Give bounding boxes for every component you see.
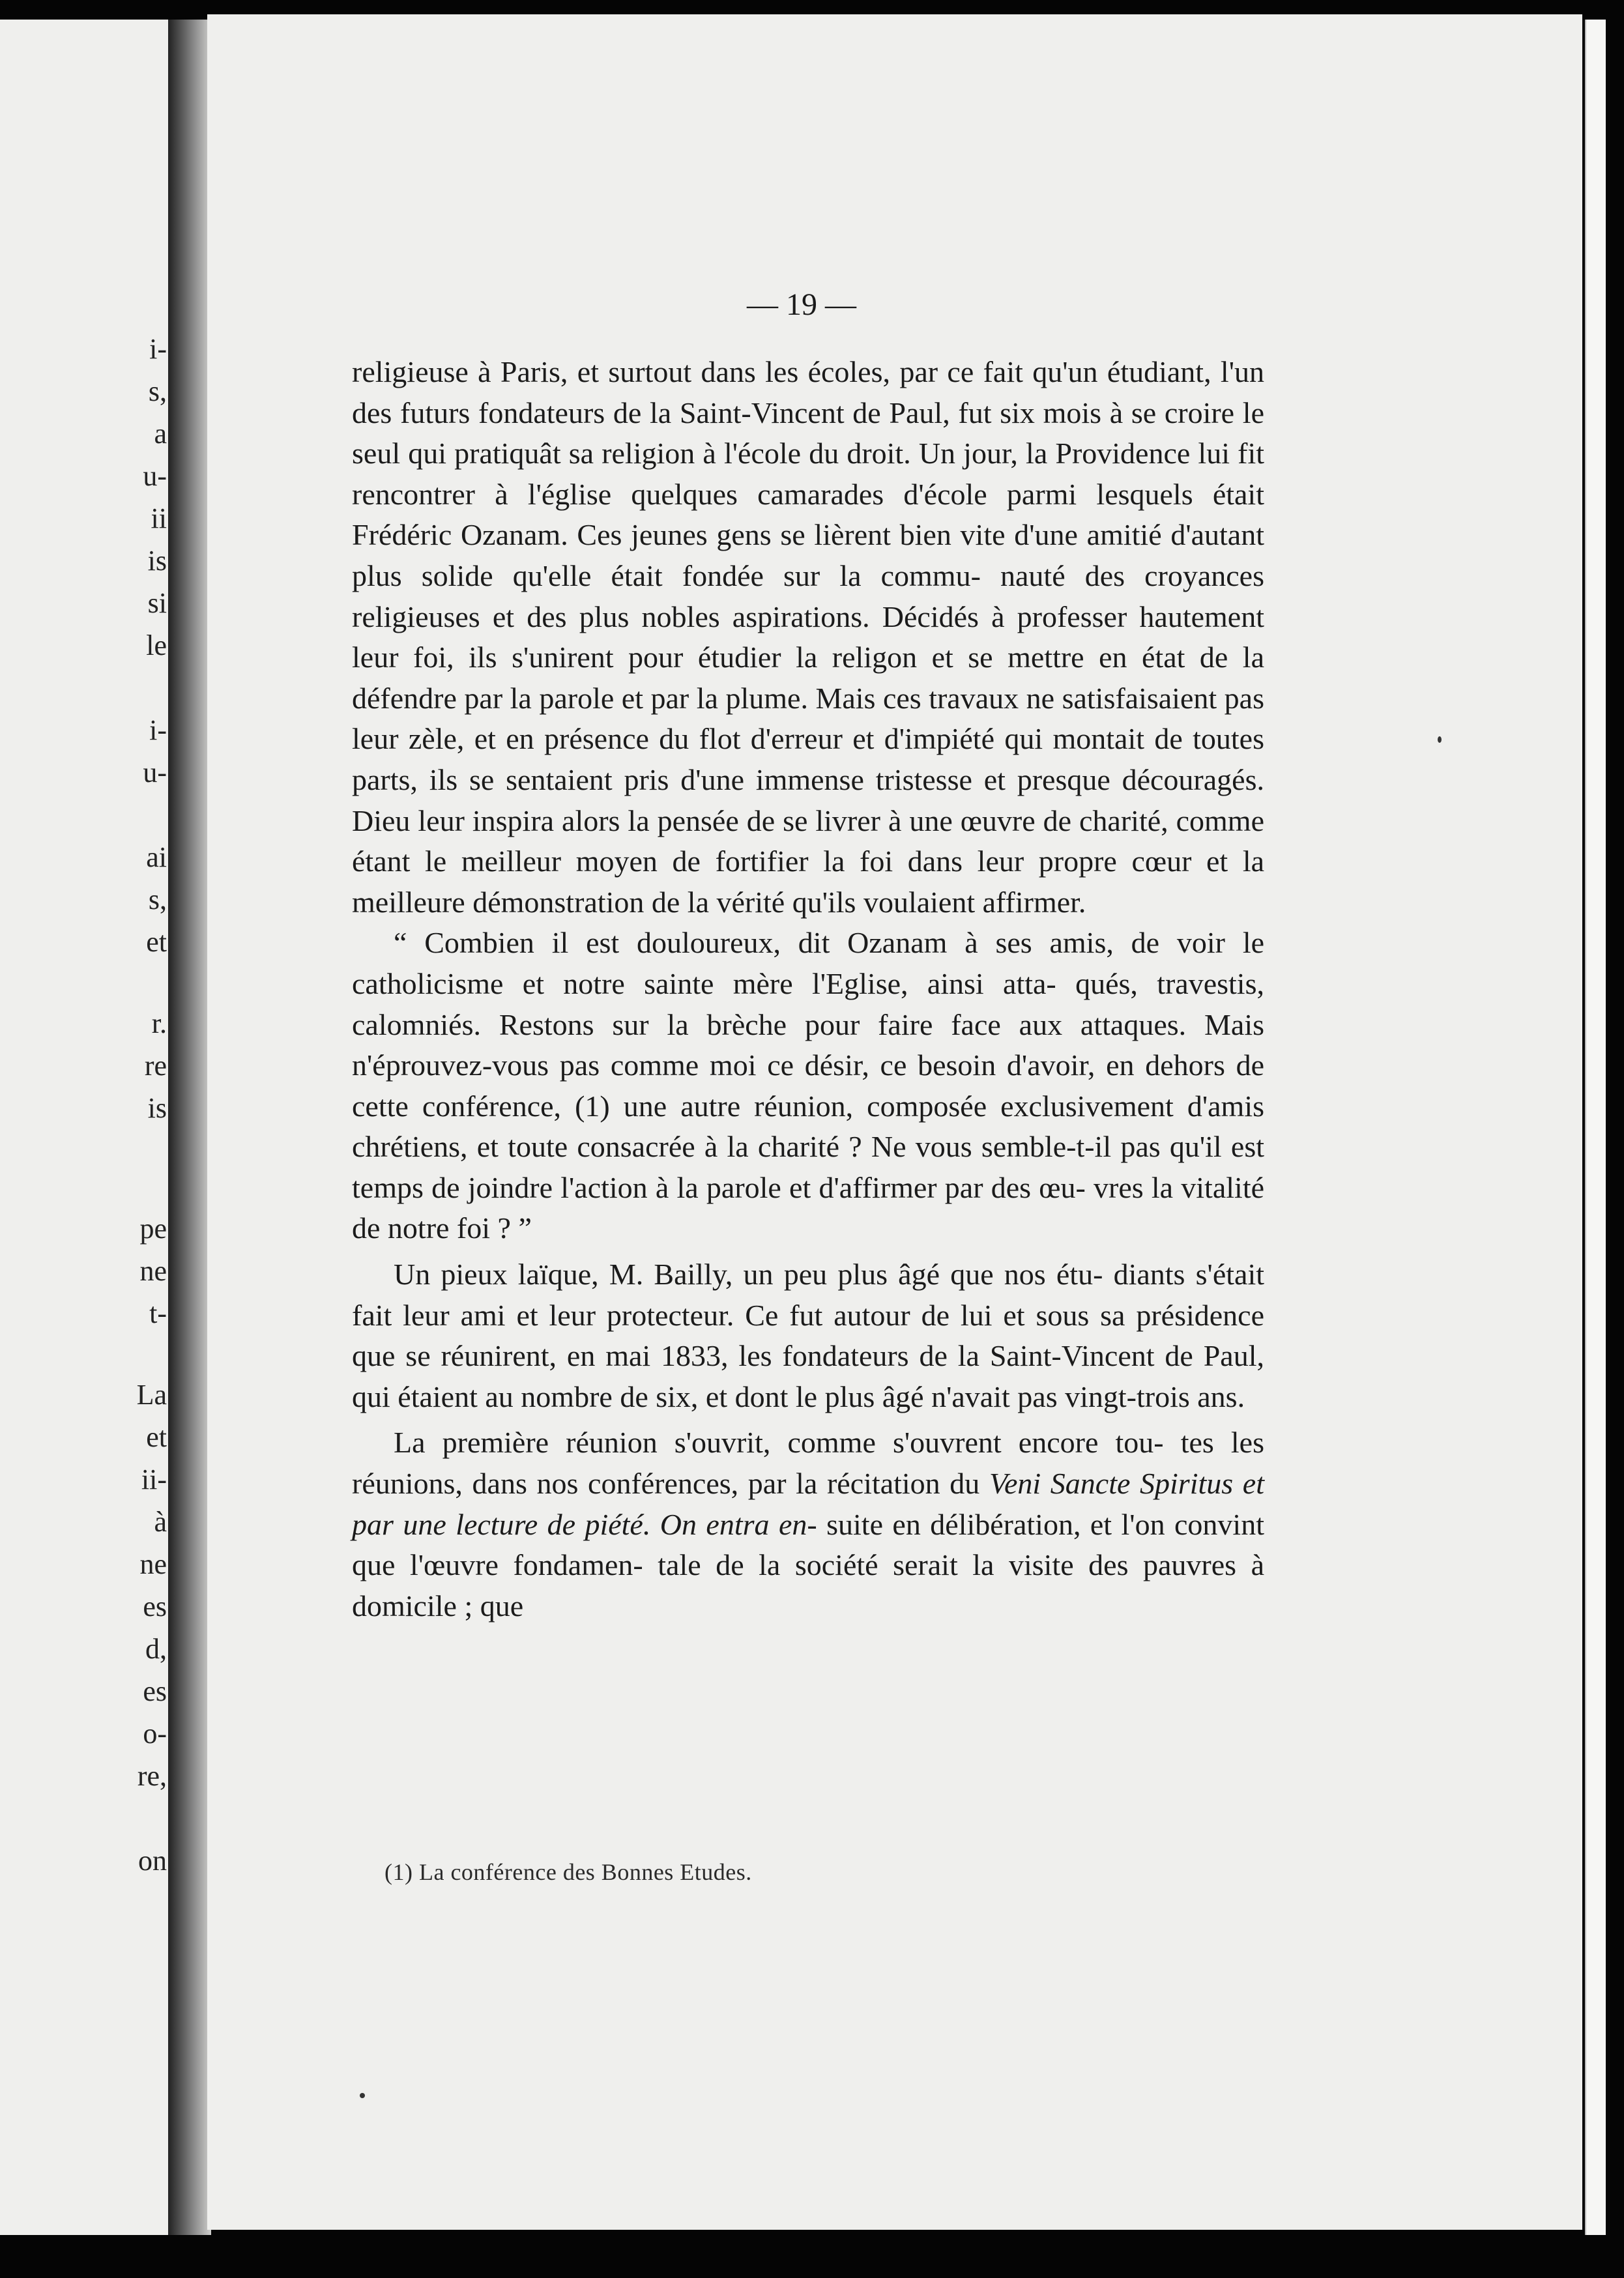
scan-speck [1438,736,1442,743]
scan-speck [360,2093,365,2098]
facing-page-fragment: ii- [141,1463,167,1495]
paragraph: La première réunion s'ouvrit, comme s'ouvrent encore tou- tes les réunions, dans nos conférences, par la récitation du Veni Sancte Spiritus et par une lecture de piété. On entra en- suite en délibération, et l'on convint que l'œuvre fondamen- tale de la société serait la visite des pauvres à domicile ; que [352,1426,1265,1622]
facing-page-fragment: u- [143,460,167,492]
facing-page-fragment: d, [145,1633,167,1665]
paragraph: religieuse à Paris, et surtout dans les écoles, par ce fait qu'un étudiant, l'un des futurs fondateurs de la Saint-Vincent de Paul, fut six mois à se croire le seul qui pratiquât sa religion à l'école du droit. Un jour, la Providence lui fit rencontrer à l'église quelques camarades d'école parmi lesquels était Frédéric Ozanam. Ces jeunes gens se lièrent bien vite d'une amitié d'autant plus solide qu'elle était fondée sur la commu- nauté des croyances religieuses et des plus nobles aspirations. Décidés à professer hautement leur foi, ils s'unirent pour étudier la religon et se mettre en état de la défendre par la parole et par la plume. Mais ces travaux ne satisfaisaient pas leur zèle, et en présence du flot d'erreur et d'impiété qui montait de toutes parts, ils se sentaient pris d'une immense tristesse et presque découragés. Dieu leur inspira alors la pensée de se livrer à une œuvre de charité, comme étant le meilleur moyen de fortifier la foi dans leur propre cœur et la meilleure démonstration de la vérité qu'ils voulaient affirmer. [352,355,1265,919]
facing-page-fragment: s, [148,375,167,407]
facing-page-fragment: o- [143,1718,167,1750]
latin-phrase: Veni Sancte Spiritus et par une lecture de piété. On entra en- [352,1467,1265,1541]
paragraph: Un pieux laïque, M. Bailly, un peu plus âgé que nos étu- diants s'était fait leur ami et leur protecteur. Ce fut autour de lui et sous sa présidence que se réunirent, en mai 1833, les fondateurs de la Saint-Vincent de Paul, qui étaient au nombre de six, et dont le plus âgé n'avait pas vingt-trois ans. [352,1258,1265,1413]
facing-page-fragment: es [143,1591,167,1622]
facing-page [0,20,171,2235]
page-edge [1585,20,1606,2235]
facing-page-fragment: à [154,1506,167,1538]
facing-page-fragment: r. [151,1007,167,1039]
facing-page-fragment: u- [143,757,167,788]
facing-page-fragment: La [136,1379,167,1411]
facing-page-fragment: ne [139,1548,167,1580]
facing-page-fragment: is [147,545,167,577]
facing-page-fragment: pe [139,1213,167,1245]
facing-page-fragment: is [147,1092,167,1124]
facing-page-fragment: es [143,1675,167,1707]
page-number: — 19 — [747,287,856,322]
footnote: (1) La conférence des Bonnes Etudes. [384,1859,752,1885]
facing-page-fragment: re, [137,1760,167,1792]
paragraph-quote: “ Combien il est douloureux, dit Ozanam à ses amis, de voir le catholicisme et notre sainte mère l'Eglise, ainsi atta- qués, travestis, calomniés. Restons sur la brèche pour faire face aux attaques. Mais n'éprouvez-vous pas comme moi ce désir, ce besoin d'avoir, en dehors de cette conférence, (1) une autre réunion, composée exclusivement d'amis chrétiens, et toute consacrée à la charité ? Ne vous semble-t-il pas qu'il est temps de joindre l'action à la parole et d'affirmer par des œu- vres la vitalité de notre foi ? ” [352,926,1265,1245]
facing-page-fragment: ii [151,502,167,534]
facing-page-fragment: et [146,926,167,958]
book-gutter [168,20,211,2235]
facing-page-fragment: s, [148,884,167,916]
body-text [352,352,1264,1626]
facing-page-fragment: i- [149,333,167,365]
facing-page-fragment: ai [146,841,167,873]
facing-page-fragment: re [144,1050,167,1082]
facing-page-fragment: le [146,629,167,661]
facing-page-fragment: t- [149,1297,167,1329]
facing-page-fragment: et [146,1421,167,1453]
facing-page-fragment: ne [139,1255,167,1287]
facing-page-fragment: on [138,1845,167,1877]
facing-page-fragment: a [154,418,167,450]
facing-page-fragment: i- [149,714,167,746]
facing-page-fragment: si [147,587,167,619]
